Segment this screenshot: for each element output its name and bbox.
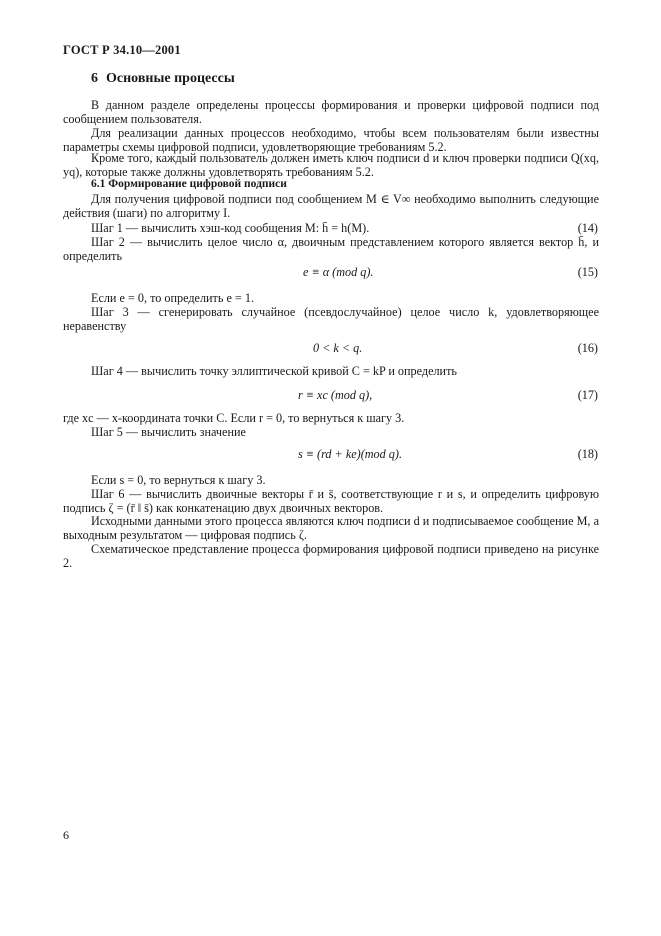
- equation-18: s ≡ (rd + ke)(mod q).: [298, 447, 402, 461]
- step-3: Шаг 3 — сгенерировать случайное (псевдослучайное) целое число k, удовлетворяющее неравенству: [63, 305, 599, 334]
- paragraph-input-output: Исходными данными этого процесса являются ключ подписи d и подписываемое сообщение M, а выходным результатом — цифровая подпись ζ.: [63, 514, 599, 543]
- equation-number-17: (17): [577, 388, 598, 402]
- paragraph-algorithm: Для получения цифровой подписи под сообщением M ∈ V∞ необходимо выполнить следующие действия (шаги) по алгоритму I.: [63, 192, 599, 221]
- equation-number-14: (14): [577, 221, 598, 235]
- equation-number-18: (18): [577, 447, 598, 461]
- document-header: ГОСТ Р 34.10—2001: [63, 43, 181, 57]
- paragraph-keys: Кроме того, каждый пользователь должен иметь ключ подписи d и ключ проверки подписи Q(xq, yq), которые также должны удовлетворять требованиям 5.2.: [63, 151, 599, 180]
- equation-16: 0 < k < q.: [313, 341, 363, 355]
- step-5: Шаг 5 — вычислить значение: [91, 425, 246, 439]
- equation-number-15: (15): [577, 265, 598, 279]
- section-title: Основные процессы: [106, 71, 235, 86]
- step-2: Шаг 2 — вычислить целое число α, двоичным представлением которого является вектор h̄, и определить: [63, 235, 599, 264]
- paragraph-xc: где xc — x-координата точки C. Если r = 0, то вернуться к шагу 3.: [63, 411, 405, 425]
- paragraph-e-zero: Если e = 0, то определить e = 1.: [91, 291, 254, 305]
- paragraph-parameters: Для реализации данных процессов необходимо, чтобы всем пользователям были известны параметры схемы цифровой подписи, удовлетворяющие требованиям 5.2.: [63, 126, 599, 155]
- step-6: Шаг 6 — вычислить двоичные векторы r̄ и s̄, соответствующие r и s, и определить цифровую подпись ζ = (r̄ ‖ s̄) как конкатенацию двух двоичных векторов.: [63, 487, 599, 516]
- subsection-heading: 6.1 Формирование цифровой подписи: [91, 178, 287, 190]
- paragraph-intro: В данном разделе определены процессы формирования и проверки цифровой подписи под сообщением пользователя.: [63, 98, 599, 127]
- step-4: Шаг 4 — вычислить точку эллиптической кривой C = kP и определить: [91, 364, 457, 378]
- section-heading: [91, 71, 235, 87]
- page-number: 6: [63, 828, 69, 842]
- step-1: Шаг 1 — вычислить хэш-код сообщения M: h̄ = h(M).: [91, 221, 370, 235]
- section-number: 6: [91, 71, 98, 86]
- paragraph-s-zero: Если s = 0, то вернуться к шагу 3.: [91, 473, 266, 487]
- paragraph-scheme: Схематическое представление процесса формирования цифровой подписи приведено на рисунке 2.: [63, 542, 599, 571]
- equation-17: r ≡ xc (mod q),: [298, 388, 373, 402]
- equation-15: e ≡ α (mod q).: [303, 265, 374, 279]
- equation-number-16: (16): [577, 341, 598, 355]
